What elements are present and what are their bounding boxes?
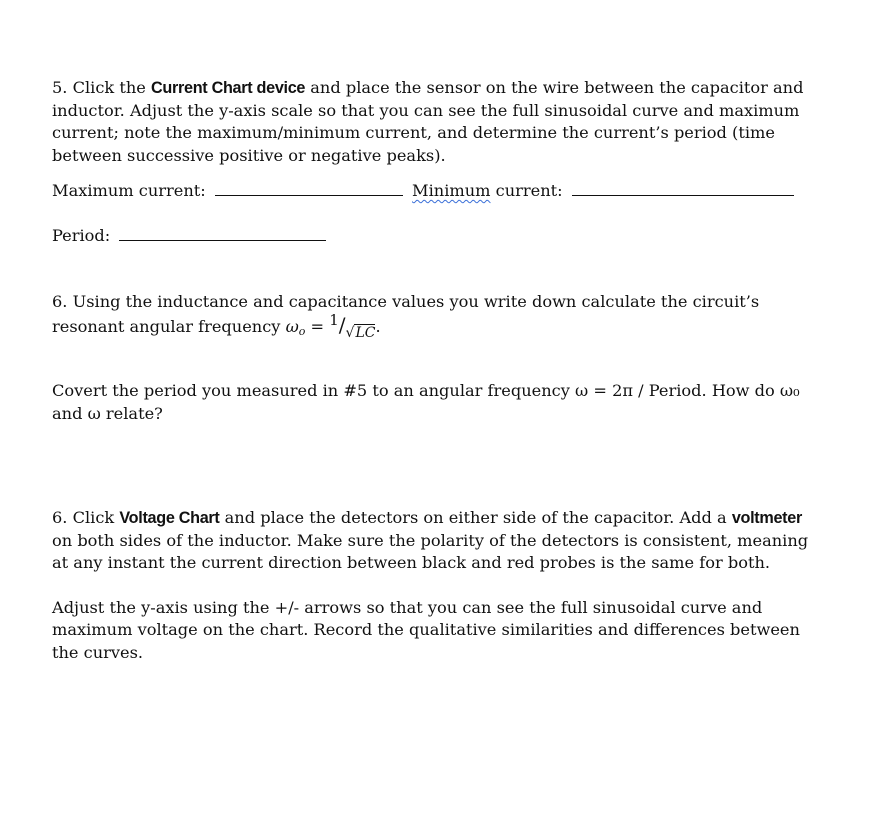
fraction-slash: / (338, 312, 346, 337)
q6c-text2: on both sides of the inductor. Make sure the polarity of the detectors is consistent, meaning at any instant the current direction between black and red probes is the same for both. (52, 530, 809, 572)
equals-sign: = (305, 316, 330, 336)
q6c-bold-voltmeter: voltmeter (731, 509, 802, 527)
q6b-text: Covert the period you measured in #5 to an angular frequency ω = 2π / Period. How do ω₀ and ω relate? (52, 381, 800, 423)
fraction-denominator (346, 325, 376, 341)
max-current-label: Maximum current: (52, 181, 206, 200)
formula-period: . (375, 316, 381, 336)
q5-number: 5. Click the (52, 78, 152, 97)
sqrt-symbol: √ (345, 324, 355, 341)
question-5-paragraph (52, 77, 812, 167)
min-current-label-rest: current: (490, 181, 563, 200)
omega-symbol: ω (285, 316, 299, 336)
worksheet-page (52, 77, 812, 664)
q5-bold-term: Current Chart device (151, 79, 306, 97)
question-6d-paragraph (52, 597, 812, 665)
period-label: Period: (52, 226, 111, 245)
sqrt-radicand: LC (355, 324, 376, 341)
period-blank[interactable] (119, 226, 326, 241)
current-answer-row (52, 180, 812, 204)
min-current-label-word: Minimum (412, 181, 491, 200)
q5-text: and place the sensor on the wire between the capacitor and inductor. Adjust the y-axis scale so that you can see the full sinusoidal curve and maximum current; note the maximum/minimum current, and determine the current’s period (time between successive positive or negative peaks). (52, 78, 804, 165)
question-6a-paragraph (52, 291, 812, 340)
fraction-numerator: 1 (329, 310, 339, 329)
q6a-line1: 6. Using the inductance and capacitance values you write down calculate the circuit’s (52, 292, 760, 311)
q6c-text1: and place the detectors on either side of the capacitor. Add a (219, 508, 732, 527)
q6c-bold-voltage-chart: Voltage Chart (119, 509, 220, 527)
period-answer-row (52, 225, 812, 249)
q6d-text: Adjust the y-axis using the +/- arrows so that you can see the full sinusoidal curve and maximum voltage on the chart. Record the qualitative similarities and differences between the curves. (52, 597, 800, 662)
min-current-blank[interactable] (572, 181, 794, 196)
question-6b-paragraph (52, 380, 812, 425)
max-current-blank[interactable] (215, 181, 403, 196)
q6a-line2-text: resonant angular frequency (52, 316, 286, 336)
q6c-number: 6. Click (52, 508, 120, 527)
question-6c-paragraph (52, 507, 812, 575)
omega-subscript: o (298, 324, 306, 338)
